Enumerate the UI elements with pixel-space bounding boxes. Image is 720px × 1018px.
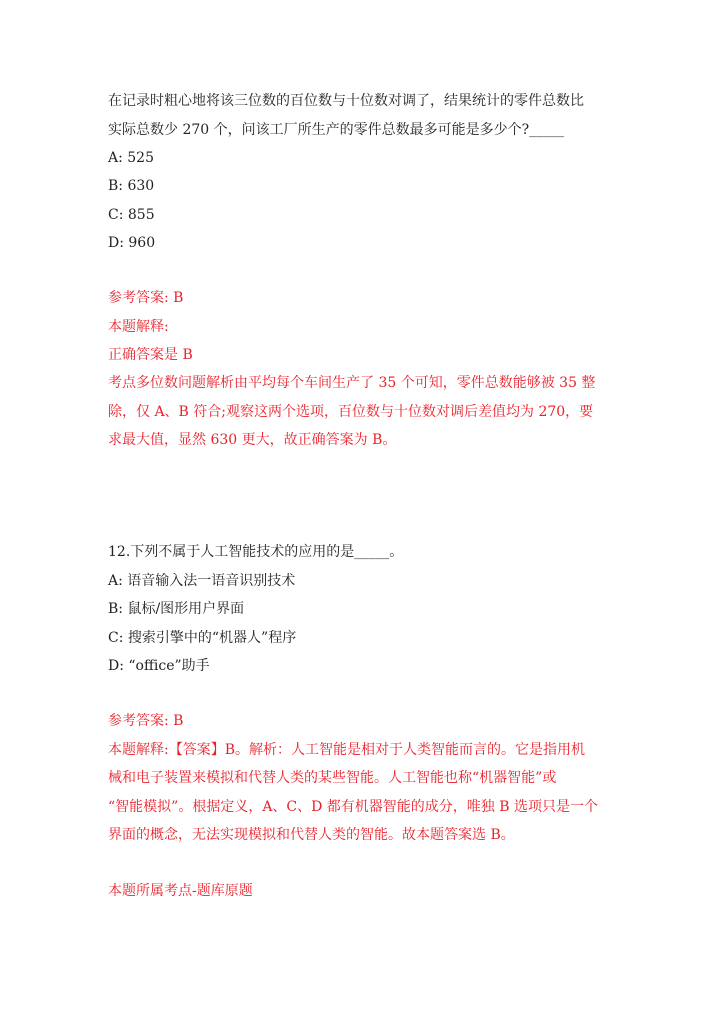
q11-analysis-line1: 考点多位数问题解析由平均每个车间生产了 35 个可知，零件总数能够被 35 整 xyxy=(108,375,596,391)
q12-option-a: A: 语音输入法一语音识别技术 xyxy=(108,573,296,589)
q11-option-c: C: 855 xyxy=(108,207,155,223)
q12-stem: 12.下列不属于人工智能技术的应用的是_____。 xyxy=(108,544,404,560)
q11-answer: 参考答案: B xyxy=(108,290,184,306)
q11-option-a: A: 525 xyxy=(108,150,154,166)
q12-explanation-line1: 本题解释:【答案】B。解析：人工智能是相对于人类智能而言的。它是指用机 xyxy=(108,742,586,758)
q11-option-b: B: 630 xyxy=(108,178,155,194)
q11-stem-line1: 在记录时粗心地将该三位数的百位数与十位数对调了，结果统计的零件总数比 xyxy=(108,93,584,109)
q11-option-d: D: 960 xyxy=(108,235,156,251)
q11-analysis-line2: 除，仅 A、B 符合;观察这两个选项，百位数与十位数对调后差值均为 270，要 xyxy=(108,404,594,420)
q12-explanation-line3: “智能模拟”。根据定义，A、C、D 都有机器智能的成分，唯独 B 选项只是一个 xyxy=(108,799,598,815)
q12-source: 本题所属考点-题库原题 xyxy=(108,883,253,899)
q12-option-d: D: “office”助手 xyxy=(108,658,210,674)
q12-option-c: C: 搜索引擎中的“机器人”程序 xyxy=(108,630,297,646)
q12-explanation-line2: 械和电子装置来模拟和代替人类的某些智能。人工智能也称“机器智能”或 xyxy=(108,770,557,786)
q11-correct-answer: 正确答案是 B xyxy=(108,347,193,363)
q11-explanation-label: 本题解释: xyxy=(108,319,169,335)
q12-option-b: B: 鼠标/图形用户界面 xyxy=(108,601,245,617)
q12-answer: 参考答案: B xyxy=(108,713,184,729)
q11-stem-line2: 实际总数少 270 个，问该工厂所生产的零件总数最多可能是多少个?_____ xyxy=(108,122,565,138)
q12-explanation-line4: 界面的概念，无法实现模拟和代替人类的智能。故本题答案选 B。 xyxy=(108,827,515,843)
q11-analysis-line3: 求最大值，显然 630 更大，故正确答案为 B。 xyxy=(108,432,397,448)
